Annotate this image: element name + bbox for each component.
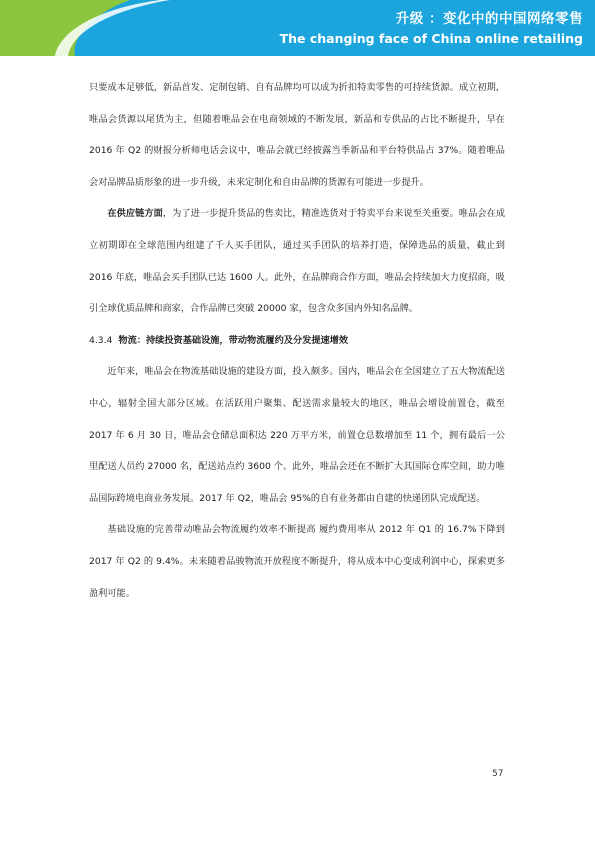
section-number: 4.3.4 xyxy=(89,334,113,346)
section-heading-4-3-4 xyxy=(89,325,505,357)
header-title: 升级 ：变化中的中国网络零售 xyxy=(395,11,583,27)
paragraph-物流: 近年来，唯品会在物流基础设施的建设方面，投入颇多。国内，唯品会在全国建立了五大物流配送中心，辐射全国大部分区域。在活跃用户聚集、配送需求量较大的地区，唯品会增设前置仓，截至 2017 年 6 月 30 日，唯品会仓储总面积达 220 万平方米，前置仓总数增加至 11 个，拥有最后一公里配送人员约 27000 名，配送站点约 3600 个。此外，唯品会还在不断扩大其国际仓库空间，助力唯品国际跨境电商业务发展。2017 年 Q2，唯品会 95%的自有业务都由自建的快递团队完成配送。 xyxy=(89,366,505,504)
paragraph-text-供应链: ，为了进一步提升货品的售卖比，精准选货对于特卖平台来说至关重要。唯品会在成立初期即在全球范围内组建了千人买手团队，通过买手团队的培养打造，保障选品的质量，截止到 2016 年底，唯品会买手团队已达 1600 人。此外，在品牌商合作方面，唯品会持续加大力度招商，吸引全球优质品牌和商家，合作品牌已突破 20000 家，包含众多国内外知名品牌。 xyxy=(89,208,506,315)
paragraph-履约效率: 基础设施的完善带动唯品会物流履约效率不断提高 履约费用率从 2012 年 Q1 的 16.7%下降到 2017 年 Q2 的 9.4%。未来随着品骏物流开放程度不断提升，将从成本中心变成利润中心，探索更多盈利可能。 xyxy=(89,524,505,599)
paragraph-供应链 xyxy=(89,198,505,324)
page-header xyxy=(0,0,595,56)
header-subtitle: The changing face of China online retailing xyxy=(279,31,583,46)
document-body xyxy=(89,72,505,609)
section-title: 物流：持续投资基础设施，带动物流履约及分发提速增效 xyxy=(118,334,349,346)
page-number: 57 xyxy=(492,769,504,779)
paragraph-lead-供应链: 在供应链方面 xyxy=(107,208,163,220)
paragraph-货源: 只要成本足够低，新品首发、定制包销、自有品牌均可以成为折扣特卖零售的可持续货源。成立初期，唯品会货源以尾货为主，但随着唯品会在电商领域的不断发展，新品和专供品的占比不断提升，早在 2016 年 Q2 的财报分析师电话会议中，唯品会就已经披露当季新品和平台特供品占 37%。随着唯品会对品牌品质形象的进一步升级，未来定制化和自由品牌的货源有可能进一步提升。 xyxy=(89,82,505,188)
